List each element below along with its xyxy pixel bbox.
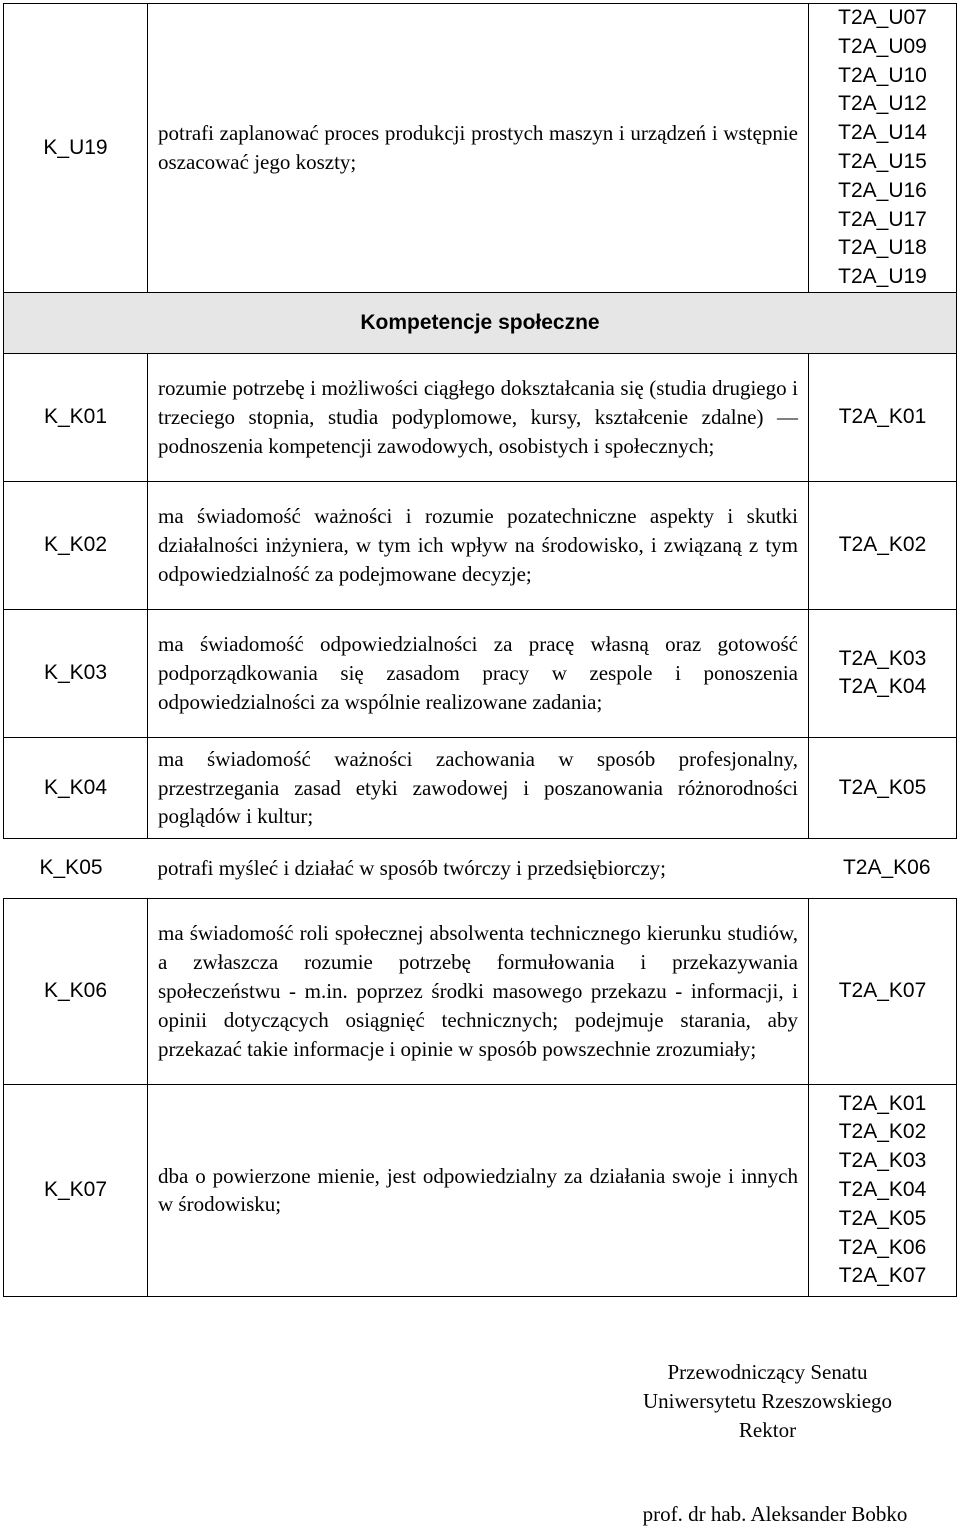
- learning-outcomes-table: [3, 3, 957, 1297]
- table-row: [4, 838, 957, 898]
- signature-title-line: Przewodniczący Senatu: [667, 1360, 868, 1384]
- reference-code: T2A_U19: [838, 265, 927, 289]
- reference-code: T2A_K02: [838, 533, 927, 557]
- reference-code: T2A_U14: [838, 121, 927, 145]
- reference-code: T2A_K05: [838, 1206, 927, 1230]
- outcome-references: [809, 353, 957, 481]
- outcome-code: K_K03: [4, 609, 148, 737]
- reference-code: T2A_K06: [838, 1235, 927, 1259]
- table-row: [4, 609, 957, 737]
- outcome-references: [809, 898, 957, 1084]
- table-row: [4, 353, 957, 481]
- reference-code: T2A_U09: [838, 34, 927, 58]
- table-row: [4, 898, 957, 1084]
- table-row: [4, 4, 957, 293]
- reference-code: T2A_K05: [838, 775, 927, 799]
- signatory-name: prof. dr hab. Aleksander Bobko: [642, 1502, 908, 1526]
- outcome-code: K_U19: [4, 4, 148, 293]
- reference-code: T2A_K02: [838, 1120, 927, 1144]
- outcome-code: K_K06: [4, 898, 148, 1084]
- reference-code: T2A_K01: [838, 405, 927, 429]
- section-header-row: [4, 292, 957, 353]
- section-title: Kompetencje społeczne: [4, 292, 957, 353]
- outcome-description: ma świadomość ważności i rozumie pozatechniczne aspekty i skutki działalności inżyniera, w tym ich wpływ na środowisko, i związaną z tym odpowiedzialność za podejmowane decyzje;: [148, 481, 809, 609]
- outcome-references: [809, 1084, 957, 1296]
- reference-code: T2A_U18: [838, 236, 927, 260]
- outcome-code: K_K02: [4, 481, 148, 609]
- table-row: [4, 481, 957, 609]
- table-row: [4, 737, 957, 838]
- reference-code: T2A_K07: [838, 1264, 927, 1288]
- signature-block: [600, 1358, 935, 1445]
- reference-code: T2A_K07: [838, 979, 927, 1003]
- outcome-description: rozumie potrzebę i możliwości ciągłego dokształcania się (studia drugiego i trzeciego stopnia, studia podyplomowe, kursy, kształcenie zdalne) — podnoszenia kompetencji zawodowych, osobistych i społecznych;: [148, 353, 809, 481]
- reference-code: T2A_U15: [838, 149, 927, 173]
- reference-code: T2A_U17: [838, 207, 927, 231]
- reference-code: T2A_K04: [838, 1178, 927, 1202]
- reference-code: T2A_K06: [842, 856, 931, 880]
- outcome-references: [809, 838, 957, 898]
- outcome-description: ma świadomość roli społecznej absolwenta technicznego kierunku studiów, a zwłaszcza rozumie potrzebę formułowania i przekazywania społeczeństwu - m.in. poprzez środki masowego przekazu - informacji, i opinii dotyczących osiągnięć technicznych; podejmuje starania, aby przekazać takie informacje i opinie w sposób powszechnie zrozumiały;: [148, 898, 809, 1084]
- reference-code: T2A_K03: [838, 646, 927, 670]
- reference-code: T2A_K04: [838, 675, 927, 699]
- reference-code: T2A_U07: [838, 6, 927, 29]
- signature-title-line: Rektor: [738, 1418, 797, 1442]
- reference-code: T2A_K01: [838, 1091, 927, 1115]
- outcome-code: K_K07: [4, 1084, 148, 1296]
- outcome-references: [809, 609, 957, 737]
- reference-code: T2A_U16: [838, 178, 927, 202]
- outcome-code: K_K05: [39, 856, 103, 880]
- reference-code: T2A_U12: [838, 92, 927, 116]
- outcome-description: ma świadomość ważności zachowania w sposób profesjonalny, przestrzegania zasad etyki zawodowej i poszanowania różnorodności poglądów i kultur;: [148, 737, 809, 838]
- outcome-code: K_K04: [4, 737, 148, 838]
- outcome-references: [809, 737, 957, 838]
- outcome-description: potrafi zaplanować proces produkcji prostych maszyn i urządzeń i wstępnie oszacować jego koszty;: [148, 4, 809, 293]
- signature-title-line: Uniwersytetu Rzeszowskiego: [642, 1389, 893, 1413]
- reference-code: T2A_U10: [838, 63, 927, 87]
- outcome-references: [809, 481, 957, 609]
- outcome-references: [809, 4, 957, 293]
- outcome-code: K_K01: [4, 353, 148, 481]
- outcome-description: dba o powierzone mienie, jest odpowiedzialny za działania swoje i innych w środowisku;: [148, 1084, 809, 1296]
- outcome-description: ma świadomość odpowiedzialności za pracę własną oraz gotowość podporządkowania się zasadom pracy w zespole i ponoszenia odpowiedzialności za wspólnie realizowane zadania;: [148, 609, 809, 737]
- outcome-description: potrafi myśleć i działać w sposób twórczy i przedsiębiorczy;: [157, 856, 666, 881]
- table-row: [4, 1084, 957, 1296]
- reference-code: T2A_K03: [838, 1149, 927, 1173]
